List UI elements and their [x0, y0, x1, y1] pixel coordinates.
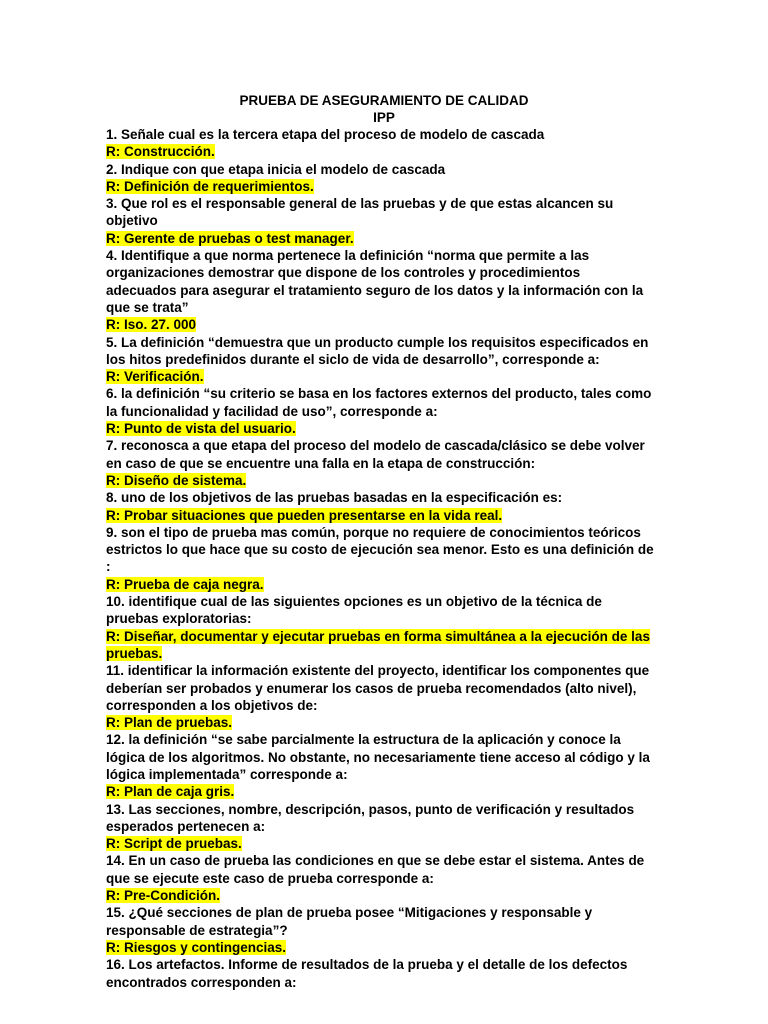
question-list	[106, 126, 654, 991]
question-text: 5. La definición “demuestra que un producto cumple los requisitos especificados en los hitos predefinidos durante el siclo de vida de desarrollo”, corresponde a:	[106, 334, 649, 367]
question-text: 11. identificar la información existente del proyecto, identificar los componentes que deberían ser probados y enumerar los casos de prueba recomendados (alto nivel), corresponden a los objetivos de:	[106, 663, 650, 713]
answer-text: R: Prueba de caja negra.	[106, 576, 264, 592]
question-text: 15. ¿Qué secciones de plan de prueba posee “Mitigaciones y responsable y responsable de estrategia”?	[106, 905, 593, 938]
question-item	[106, 195, 654, 247]
question-text: 3. Que rol es el responsable general de las pruebas y de que estas alcancen su objetivo	[106, 196, 614, 229]
question-item	[106, 904, 654, 956]
answer-text: R: Script de pruebas.	[106, 836, 242, 852]
question-text: 1. Señale cual es la tercera etapa del proceso de modelo de cascada	[106, 127, 545, 142]
answer-text: R: Verificación.	[106, 369, 204, 385]
answer-text: R: Construcción.	[106, 144, 215, 160]
question-item	[106, 956, 654, 991]
answer-text: R: Iso. 27. 000	[106, 317, 197, 333]
question-item	[106, 593, 654, 662]
answer-text: R: Definición de requerimientos.	[106, 178, 314, 194]
answer-text: R: Probar situaciones que pueden presentarse en la vida real.	[106, 507, 503, 523]
title-block	[0, 92, 768, 127]
answer-text: R: Punto de vista del usuario.	[106, 421, 296, 437]
question-item	[106, 524, 654, 593]
document-subtitle: IPP	[373, 110, 395, 126]
question-text: 14. En un caso de prueba las condiciones en que se debe estar el sistema. Antes de que se ejecute este caso de prueba corresponde a:	[106, 853, 645, 886]
answer-text: R: Pre-Condición.	[106, 888, 220, 904]
question-item	[106, 385, 654, 437]
question-text: 2. Indique con que etapa inicia el modelo de cascada	[106, 161, 446, 177]
question-text: 6. la definición “su criterio se basa en los factores externos del producto, tales como la funcionalidad y facilidad de uso”, corresponde a:	[106, 386, 652, 419]
question-item	[106, 852, 654, 904]
question-text: 7. reconosca a que etapa del proceso del modelo de cascada/clásico se debe volver en caso de que se encuentre una falla en la etapa de construcción:	[106, 438, 645, 471]
answer-text: R: Diseñar, documentar y ejecutar pruebas en forma simultánea a la ejecución de las pruebas.	[106, 628, 650, 661]
question-text: 16. Los artefactos. Informe de resultados de la prueba y el detalle de los defectos encontrados corresponden a:	[106, 957, 628, 990]
question-item	[106, 334, 654, 386]
question-item	[106, 247, 654, 333]
question-item	[106, 662, 654, 731]
answer-text: R: Diseño de sistema.	[106, 472, 247, 488]
question-text: 9. son el tipo de prueba mas común, porque no requiere de conocimientos teóricos estrictos lo que hace que su costo de ejecución sea menor. Esto es una definición de :	[106, 524, 654, 575]
question-text: 4. Identifique a que norma pertenece la definición “norma que permite a las organizaciones demostrar que dispone de los controles y procedimientos adecuados para asegurar el tratamiento seguro de los datos y la información con la que se trata”	[106, 248, 644, 315]
question-item	[106, 801, 654, 853]
question-item	[106, 489, 654, 524]
question-text: 12. la definición “se sabe parcialmente la estructura de la aplicación y conoce la lógica de los algoritmos. No obstante, no necesariamente tiene acceso al código y la lógica implementada” corresponde a:	[106, 732, 650, 782]
answer-text: R: Plan de caja gris.	[106, 784, 235, 800]
question-text: 8. uno de los objetivos de las pruebas basadas en la especificación es:	[106, 490, 563, 506]
answer-text: R: Gerente de pruebas o test manager.	[106, 230, 354, 246]
question-text: 13. Las secciones, nombre, descripción, pasos, punto de verificación y resultados esperados pertenecen a:	[106, 801, 635, 834]
question-item	[106, 126, 654, 161]
question-item	[106, 731, 654, 800]
question-item	[106, 437, 654, 489]
question-text: 10. identifique cual de las siguientes opciones es un objetivo de la técnica de pruebas exploratorias:	[106, 594, 602, 627]
answer-text: R: Riesgos y contingencias.	[106, 939, 287, 955]
answer-text: R: Plan de pruebas.	[106, 715, 233, 731]
question-item	[106, 161, 654, 196]
document-title: PRUEBA DE ASEGURAMIENTO DE CALIDAD	[239, 93, 529, 108]
